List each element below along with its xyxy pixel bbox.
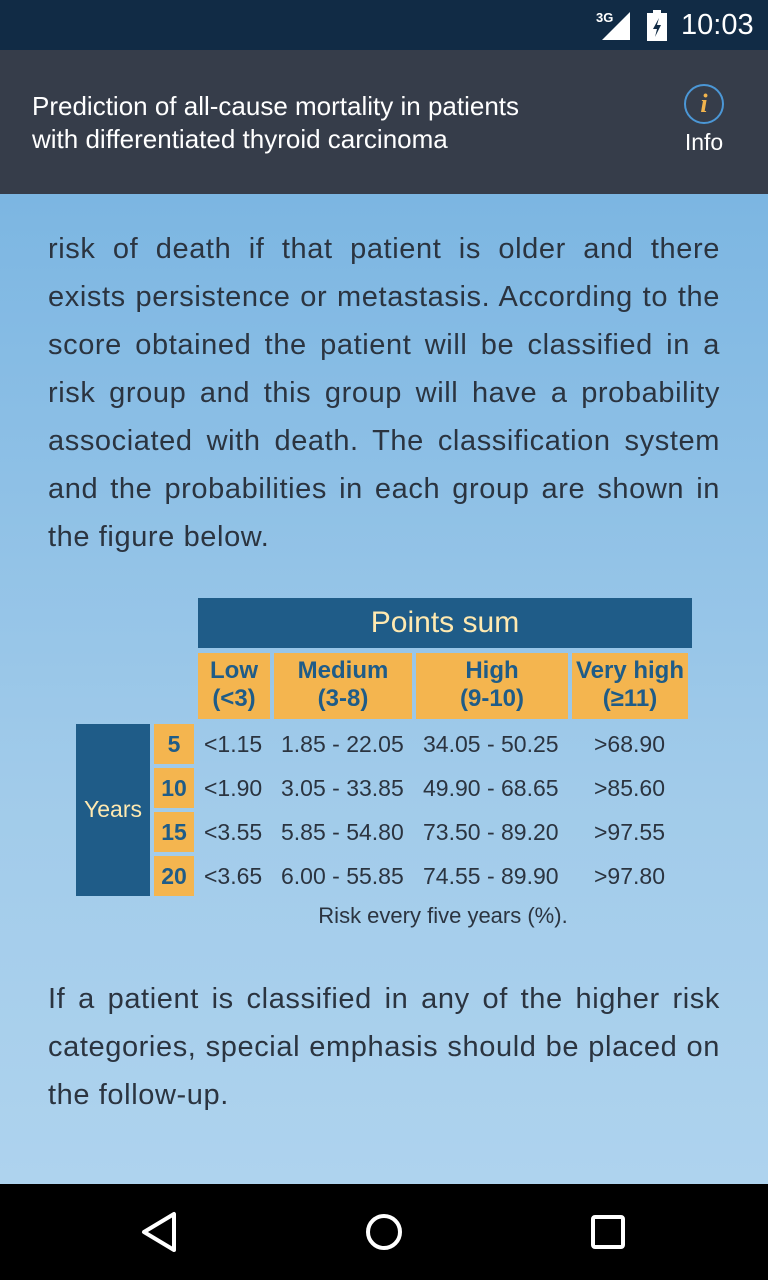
info-icon: i bbox=[684, 84, 724, 124]
table-cell: 1.85 - 22.05 bbox=[281, 731, 404, 757]
table-cell: >85.60 bbox=[594, 775, 665, 801]
years-label: Years bbox=[84, 796, 142, 822]
row-label-20: 20 bbox=[154, 856, 194, 896]
status-bar bbox=[0, 0, 768, 50]
table-cell: >97.80 bbox=[594, 863, 665, 889]
table-cell: <3.65 bbox=[204, 863, 263, 889]
table-cell: >68.90 bbox=[594, 731, 665, 757]
row-label-5: 5 bbox=[154, 724, 194, 764]
followup-paragraph: If a patient is classified in any of the higher risk categories, special emphasis should be placed on the follow-up. bbox=[48, 983, 720, 1111]
column-header-low: Low (<3) bbox=[198, 653, 270, 719]
table-cell: 5.85 - 54.80 bbox=[281, 819, 404, 845]
app-bar bbox=[0, 50, 768, 194]
row-label-10: 10 bbox=[154, 768, 194, 808]
clock: 10:03 bbox=[681, 9, 754, 41]
back-icon[interactable] bbox=[136, 1208, 184, 1256]
points-sum-header: Points sum bbox=[198, 598, 692, 648]
info-label: Info bbox=[684, 129, 724, 155]
network-type: 3G bbox=[596, 10, 614, 25]
info-button[interactable] bbox=[672, 84, 736, 164]
recents-icon[interactable] bbox=[584, 1208, 632, 1256]
table-cell: <3.55 bbox=[204, 819, 263, 845]
signal-icon bbox=[600, 12, 632, 40]
years-row-header bbox=[76, 724, 150, 896]
table-cell: 6.00 - 55.85 bbox=[281, 863, 404, 889]
table-cell: <1.90 bbox=[204, 775, 263, 801]
table-cell: 49.90 - 68.65 bbox=[423, 775, 559, 801]
table-cell: 34.05 - 50.25 bbox=[423, 731, 559, 757]
home-icon[interactable] bbox=[360, 1208, 408, 1256]
row-label-15: 15 bbox=[154, 812, 194, 852]
table-cell: 3.05 - 33.85 bbox=[281, 775, 404, 801]
intro-paragraph: risk of death if that patient is older and there exists persistence or metastasis. According to the score obtained the patient will be classified in a risk group and this group will have a probability associated with death. The classification system and the probabilities in each group are shown in the figure below. bbox=[48, 233, 720, 553]
battery-icon bbox=[646, 10, 668, 42]
table-cell: <1.15 bbox=[204, 731, 263, 757]
table-cell: 74.55 - 89.90 bbox=[423, 863, 559, 889]
page-title: Prediction of all-cause mortality in patients with differentiated thyroid carcinoma bbox=[32, 91, 520, 154]
table-cell: 73.50 - 89.20 bbox=[423, 819, 559, 845]
content-area[interactable] bbox=[0, 194, 768, 1184]
navigation-bar bbox=[0, 1184, 768, 1280]
column-header-very-high: Very high (≥11) bbox=[572, 653, 688, 719]
table-caption: Risk every five years (%). bbox=[318, 903, 568, 928]
table-cell: >97.55 bbox=[594, 819, 665, 845]
column-header-high: High (9-10) bbox=[416, 653, 568, 719]
column-header-medium: Medium (3-8) bbox=[274, 653, 412, 719]
